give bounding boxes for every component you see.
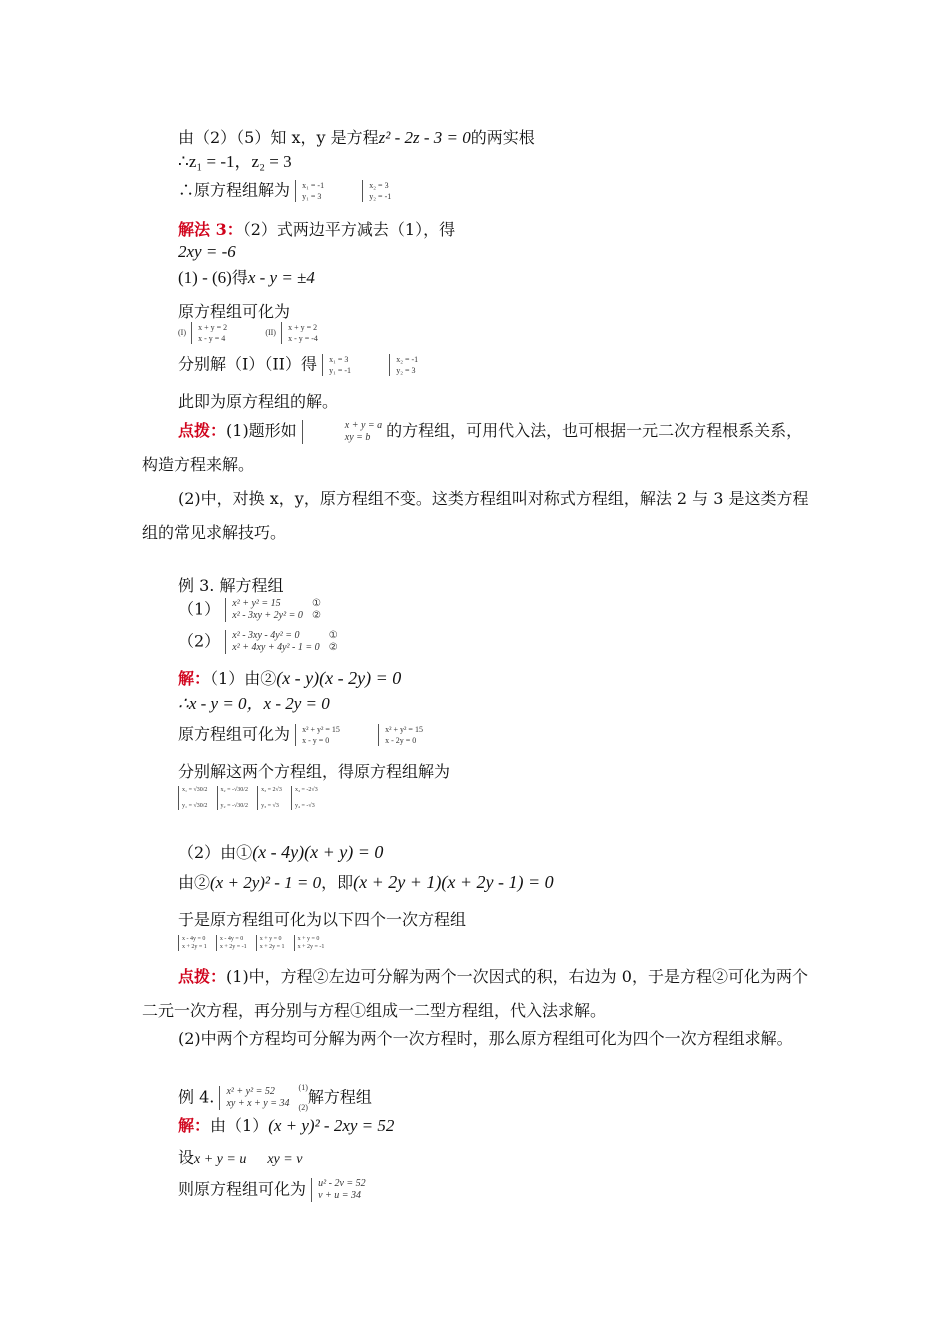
solution-7: 于是原方程组可化为以下四个一次方程组 — [178, 910, 467, 929]
eq: x₂ = -√30/2 — [220, 787, 248, 793]
tip-label: 点拨： — [178, 421, 227, 440]
eq: x² - 3xy - 4y² = 0 — [232, 630, 300, 641]
text: 解方程组 — [307, 1087, 372, 1107]
line-diff — [178, 268, 315, 288]
eq: x² + y² = 15 — [302, 725, 340, 734]
num: ① — [328, 630, 338, 641]
label: （1） — [178, 599, 221, 619]
eq: x² + y² = 52 — [226, 1086, 275, 1097]
result-1 — [178, 786, 207, 810]
eq: x₁ = -1 — [302, 181, 325, 190]
example-3-system-2 — [178, 630, 338, 654]
example-3-system-1 — [178, 598, 321, 622]
text: 则原方程组可化为 — [178, 1179, 307, 1199]
text: ∴原方程组解为 — [178, 180, 291, 200]
eq: y₄ = -√3 — [294, 803, 315, 809]
example-3: 例 3. 解方程组 — [178, 576, 284, 595]
eq: x₂ = 3 — [369, 181, 389, 190]
solution-5 — [178, 842, 383, 863]
eq: x - 2y = 0 — [385, 736, 417, 745]
linear-system-2 — [216, 935, 247, 951]
text: (1)中，方程②左边可分解为两个一次因式的积，右边为 0，于是方程②可化为两个二元一次方程，再分别与方程①组成一二型方程组，代入法求解。 — [142, 967, 808, 1020]
tip-2 — [142, 960, 812, 1028]
eq: x - 4y = 0 — [219, 935, 244, 942]
line-solution — [178, 180, 395, 202]
linear-system-4 — [294, 935, 325, 951]
eq: x - y = -4 — [288, 334, 318, 343]
substituted-system — [311, 1178, 366, 1202]
linear-system-1 — [178, 935, 207, 951]
text: （2）式两边平方减去（1），得 — [242, 220, 456, 239]
eq: x₁ = √30/2 — [182, 787, 208, 793]
text: 原方程组可化为 — [178, 724, 291, 744]
line-roots: ∴z₁ = -1，z₂ = 3 — [178, 152, 292, 171]
solution-label: 解： — [178, 1116, 211, 1135]
label: (II) — [265, 328, 276, 337]
text: （2）由① — [178, 843, 253, 862]
num: ① — [311, 598, 321, 609]
num: (1) — [298, 1083, 308, 1092]
solution-II — [389, 354, 418, 376]
text: 的两实根 — [470, 128, 535, 147]
eq: x + 2y = -1 — [297, 943, 325, 950]
text: 得 — [231, 268, 248, 287]
system-II — [281, 322, 318, 344]
eq: y₂ = -1 — [369, 192, 392, 201]
text: （1）由② — [210, 669, 277, 688]
tip-1 — [142, 414, 812, 482]
ex4-solution-2 — [178, 1148, 302, 1170]
eq: x² - 3xy + 2y² = 0 — [232, 610, 303, 621]
equation: z² - 2z - 3 = 0 — [378, 128, 471, 147]
tip-1-part-2: (2)中，对换 x，y，原方程组不变。这类方程组叫对称式方程组，解法 2 与 3 是这类方程组的常见求解技巧。 — [142, 489, 809, 542]
tip-label: 点拨： — [178, 967, 227, 986]
eq: x - y = 0 — [302, 736, 330, 745]
eq: x + 2y = 1 — [259, 943, 285, 950]
line-systems-I-II — [178, 322, 322, 344]
eq: x₁ = 3 — [329, 355, 349, 364]
num: (2) — [298, 1103, 308, 1112]
method-label: 解法 3： — [178, 220, 243, 239]
equation: (x - y)(x - 2y) = 0 — [276, 668, 402, 688]
eq: x + y = 0 — [297, 935, 320, 942]
result-4 — [291, 786, 318, 810]
eq: y₁ = 3 — [302, 192, 322, 201]
system-I — [191, 322, 227, 344]
eq: y₂ = -√30/2 — [220, 803, 248, 809]
eq: y₁ = -1 — [329, 366, 352, 375]
system-a — [295, 180, 324, 202]
system — [219, 1086, 289, 1110]
eq: x + 2y = -1 — [219, 943, 247, 950]
equation: (x - 4y)(x + y) = 0 — [252, 842, 384, 862]
eq: x₃ = 2√3 — [261, 787, 282, 793]
equation: (1) - (6) — [178, 268, 232, 287]
solution-4-results — [178, 786, 322, 810]
numbers — [299, 1078, 308, 1118]
label: （2） — [178, 631, 221, 651]
equation: x + y = u xy = v — [194, 1152, 303, 1167]
eq: u² - 2v = 52 — [318, 1178, 366, 1189]
num: ② — [311, 610, 321, 621]
solution-I — [322, 354, 351, 376]
solution-7-systems — [178, 932, 328, 952]
eq: x² + y² = 15 — [385, 725, 423, 734]
eq: x + y = 0 — [259, 935, 282, 942]
symmetric-system — [302, 420, 382, 444]
eq: x + y = a — [344, 419, 383, 431]
eq: x + y = 2 — [288, 323, 318, 332]
eq: x² + 4xy + 4y² - 1 = 0 — [232, 642, 320, 653]
eq: x + 2y = 1 — [182, 943, 207, 950]
system — [225, 630, 319, 654]
eq: x₂ = -1 — [396, 355, 419, 364]
text: 设 — [178, 1148, 195, 1167]
eq: v + u = 34 — [318, 1190, 362, 1201]
system-b — [362, 180, 391, 202]
equation: x - y = ±4 — [247, 268, 315, 287]
text: 分别解（I）（II）得 — [178, 354, 317, 374]
label: 例 4. — [178, 1087, 215, 1107]
system — [225, 598, 303, 622]
method-3 — [178, 220, 455, 240]
eq: y₂ = 3 — [396, 366, 416, 375]
eq-2xy: 2xy = -6 — [178, 242, 236, 261]
text: (1)题形如 — [226, 421, 297, 440]
linear-system-3 — [256, 935, 285, 951]
line-transform: 原方程组可化为 — [178, 302, 291, 321]
text: 由（1） — [210, 1116, 269, 1135]
ex4-solution-3 — [178, 1178, 370, 1202]
equation: (x + 2y + 1)(x + 2y - 1) = 0 — [353, 872, 554, 892]
label: (I) — [178, 328, 186, 337]
equation: (x + y)² - 2xy = 52 — [268, 1116, 395, 1135]
eq: x₄ = -2√3 — [294, 787, 318, 793]
system-a — [295, 724, 340, 746]
system-b — [378, 724, 423, 746]
solution-1 — [178, 668, 401, 689]
line-conclusion: 此即为原方程组的解。 — [178, 392, 339, 411]
eq: x + y = 2 — [198, 323, 228, 332]
text: 由（2）（5）知 x，y 是方程 — [178, 128, 379, 147]
equation: (x + 2y)² - 1 = 0 — [210, 873, 322, 892]
solution-2: ∴x - y = 0，x - 2y = 0 — [178, 694, 330, 713]
ex4-solution-1 — [178, 1116, 394, 1136]
eq: x - 4y = 0 — [182, 935, 206, 942]
solution-6 — [178, 872, 554, 893]
eq: y₁ = √30/2 — [182, 803, 208, 809]
tip-2-part-2: (2)中两个方程均可分解为两个一次方程时，那么原方程组可化为四个一次方程组求解。 — [178, 1029, 793, 1048]
solution-4: 分别解这两个方程组，得原方程组解为 — [178, 762, 451, 781]
numbers — [312, 598, 321, 622]
num: ② — [328, 642, 338, 653]
text: 由② — [178, 873, 211, 892]
eq: xy + x + y = 34 — [226, 1098, 290, 1109]
result-2 — [217, 786, 248, 810]
result-3 — [257, 786, 282, 810]
solution-3 — [178, 724, 427, 746]
eq: x - y = 4 — [198, 334, 226, 343]
line-solve-I-II — [178, 354, 422, 376]
eq: y₃ = √3 — [261, 803, 279, 809]
example-4 — [178, 1078, 372, 1118]
numbers — [329, 630, 338, 654]
text: 的方程组，可用代入法，也可根据一元二次方程根系关系，构造方程来解。 — [142, 421, 803, 474]
eq: xy = b — [344, 431, 371, 443]
solution-label: 解： — [178, 669, 211, 688]
eq: x² + y² = 15 — [232, 598, 281, 609]
line-real-roots — [178, 128, 535, 148]
text: ，即 — [321, 873, 354, 892]
